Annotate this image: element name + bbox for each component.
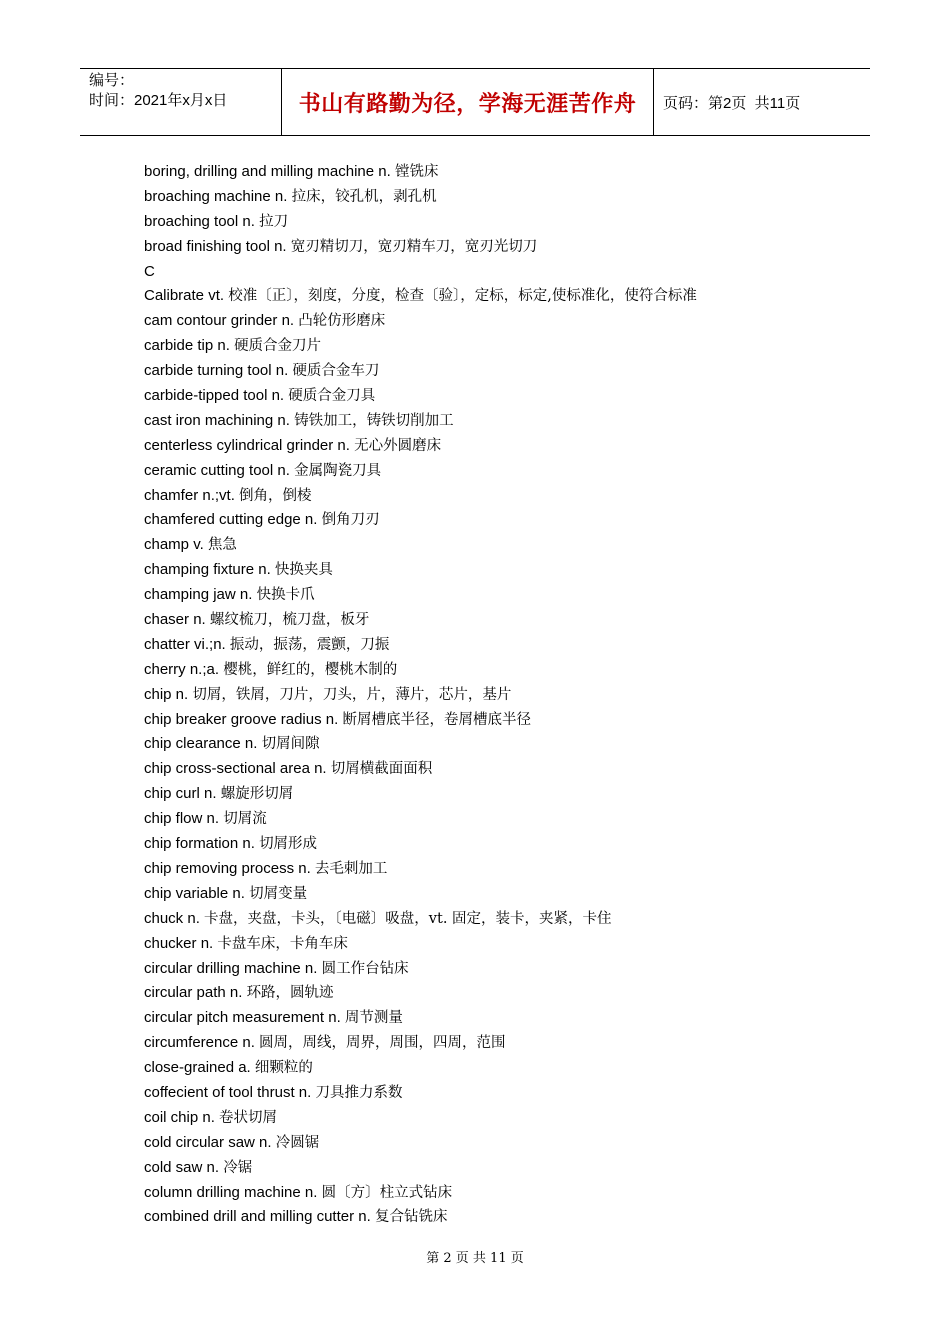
entry-translation: 断屑槽底半径，卷屑槽底半径 [342,711,531,728]
entry-term: cam contour grinder n. [144,312,295,330]
glossary-entry [144,1006,844,1031]
glossary-entry [144,732,844,757]
glossary-entry [144,160,844,185]
glossary-entry [144,782,844,807]
entry-term: coil chip n. [144,1108,215,1126]
entry-term: carbide-tipped tool n. [144,387,285,405]
entry-term: broaching tool n. [144,212,255,230]
entry-translation: 刀具推力系数 [315,1084,403,1101]
entry-translation: 卷状切屑 [219,1109,278,1126]
glossary-list [144,160,844,1230]
glossary-entry [144,459,844,484]
entry-translation: 螺纹梳刀，梳刀盘，板牙 [209,612,370,629]
glossary-entry [144,658,844,683]
glossary-entry [144,210,844,235]
entry-term: cold saw n. [144,1158,220,1176]
entry-term: combined drill and milling cutter n. [144,1208,371,1226]
entry-term: coffecient of tool thrust n. [144,1083,312,1101]
entry-term: chip n. [144,685,189,703]
entry-term: C [144,262,155,280]
entry-translation: 振动，振荡，震颤，刀振 [229,636,390,653]
glossary-entry [144,807,844,832]
header-motto: 书山有路勤为径，学海无涯苦作舟 [281,69,654,135]
entry-translation: 无心外圆磨床 [354,437,442,454]
entry-translation: 拉刀 [259,213,289,230]
entry-translation: 周节测量 [344,1010,403,1027]
glossary-entry [144,409,844,434]
glossary-entry [144,1031,844,1056]
glossary-entry [144,235,844,260]
glossary-entry [144,260,844,285]
glossary-entry [144,907,844,932]
entry-term: circumference n. [144,1034,255,1052]
glossary-entry [144,185,844,210]
entry-translation: 细颗粒的 [254,1060,313,1077]
entry-term: Calibrate vt. [144,287,225,305]
glossary-entry [144,1081,844,1106]
entry-translation: 快换夹具 [274,562,333,579]
entry-translation: 切屑，铁屑，刀片，刀头，片，薄片，芯片，基片 [192,686,512,703]
glossary-entry [144,633,844,658]
entry-translation: 圆工作台钻床 [321,960,409,977]
entry-term: chatter vi.;n. [144,635,226,653]
entry-translation: 切屑变量 [249,885,308,902]
glossary-entry [144,832,844,857]
glossary-entry [144,334,844,359]
glossary-entry [144,508,844,533]
entry-translation: 圆〔方〕柱立式钻床 [321,1184,453,1201]
entry-term: broaching machine n. [144,187,288,205]
entry-translation: 硬质合金刀片 [234,338,322,355]
glossary-entry [144,757,844,782]
entry-translation: 倒角，倒棱 [239,487,312,504]
glossary-entry [144,683,844,708]
entry-term: chip flow n. [144,810,220,828]
entry-translation: 金属陶瓷刀具 [294,462,382,479]
glossary-entry [144,359,844,384]
page-info-text: 页码：第2页 共11页 [663,94,801,112]
entry-term: cold circular saw n. [144,1133,272,1151]
entry-term: close-grained a. [144,1059,251,1077]
entry-term: chip clearance n. [144,735,258,753]
entry-term: column drilling machine n. [144,1183,318,1201]
entry-translation: 切屑流 [223,811,267,828]
entry-term: chamfered cutting edge n. [144,511,318,529]
header-meta [80,69,281,135]
entry-translation: 螺旋形切屑 [220,786,294,803]
entry-translation: 圆周，周线，周界，周围，四周，范围 [259,1035,506,1052]
glossary-entry [144,284,844,309]
glossary-entry [144,309,844,334]
entry-translation: 镗铣床 [394,164,439,180]
glossary-entry [144,533,844,558]
page-header [80,68,870,136]
entry-term: chip cross-sectional area n. [144,760,327,778]
entry-translation: 拉床，铰孔机，剥孔机 [291,188,437,205]
entry-term: circular path n. [144,984,243,1002]
time-label: 时间：2021年x月x日 [89,92,228,109]
entry-translation: 复合钻铣床 [374,1209,448,1226]
glossary-entry [144,608,844,633]
entry-term: carbide tip n. [144,337,230,355]
entry-term: circular pitch measurement n. [144,1009,341,1027]
entry-term: champ v. [144,536,204,554]
entry-translation: 硬质合金刀具 [288,388,376,405]
entry-translation: 环路，圆轨迹 [246,985,334,1002]
entry-term: boring, drilling and milling machine n. [144,163,391,180]
glossary-entry [144,932,844,957]
number-label: 编号： [89,72,135,89]
entry-translation: 切屑间隙 [261,736,320,753]
entry-term: champing fixture n. [144,561,271,579]
entry-translation: 切屑形成 [259,836,318,853]
entry-term: centerless cylindrical grinder n. [144,436,350,454]
entry-translation: 硬质合金车刀 [292,363,380,380]
entry-term: cherry n.;a. [144,660,220,678]
entry-translation: 快换卡爪 [256,587,315,604]
entry-translation: 去毛刺加工 [314,860,388,877]
entry-term: broad finishing tool n. [144,237,287,255]
entry-term: chip removing process n. [144,859,311,877]
entry-translation: 宽刃精切刀，宽刃精车刀，宽刃光切刀 [290,238,538,255]
entry-translation: 凸轮仿形磨床 [298,313,386,330]
entry-term: chip formation n. [144,835,255,853]
glossary-entry [144,434,844,459]
glossary-entry [144,384,844,409]
entry-term: circular drilling machine n. [144,959,318,977]
entry-translation: 卡盘，夹盘，卡头，〔电磁〕吸盘，vt. 固定，装卡，夹紧，卡住 [204,910,612,927]
entry-term: ceramic cutting tool n. [144,461,290,479]
glossary-entry [144,1131,844,1156]
entry-term: chip breaker groove radius n. [144,710,339,728]
entry-translation: 冷锯 [223,1159,253,1176]
entry-term: chaser n. [144,611,206,629]
entry-translation: 切屑横截面面积 [330,761,433,778]
entry-translation: 卡盘车床，卡角车床 [217,935,348,952]
entry-term: chucker n. [144,934,214,952]
entry-translation: 铸铁加工，铸铁切削加工 [294,412,454,429]
glossary-entry [144,957,844,982]
glossary-entry [144,857,844,882]
glossary-entry [144,1205,844,1230]
glossary-entry [144,708,844,733]
entry-term: chamfer n.;vt. [144,486,235,504]
entry-translation: 倒角刀刃 [321,512,380,529]
entry-term: chip variable n. [144,884,245,902]
entry-translation: 冷圆锯 [275,1134,320,1151]
glossary-entry [144,583,844,608]
glossary-entry [144,981,844,1006]
glossary-entry [144,484,844,509]
glossary-entry [144,1156,844,1181]
glossary-entry [144,1056,844,1081]
entry-term: champing jaw n. [144,586,253,604]
header-page-info [654,69,870,135]
entry-term: cast iron machining n. [144,411,290,429]
page-footer: 第 2 页 共 11 页 [426,1251,524,1266]
glossary-entry [144,882,844,907]
glossary-entry [144,558,844,583]
entry-term: carbide turning tool n. [144,362,289,380]
entry-translation: 樱桃，鲜红的，樱桃木制的 [223,661,398,678]
entry-term: chip curl n. [144,785,217,803]
entry-translation: 校准〔正〕，刻度，分度，检查〔验〕，定标，标定,使标准化，使符合标准 [228,288,697,305]
glossary-entry [144,1181,844,1206]
entry-term: chuck n. [144,909,200,927]
entry-translation: 焦急 [207,537,237,554]
glossary-entry [144,1106,844,1131]
